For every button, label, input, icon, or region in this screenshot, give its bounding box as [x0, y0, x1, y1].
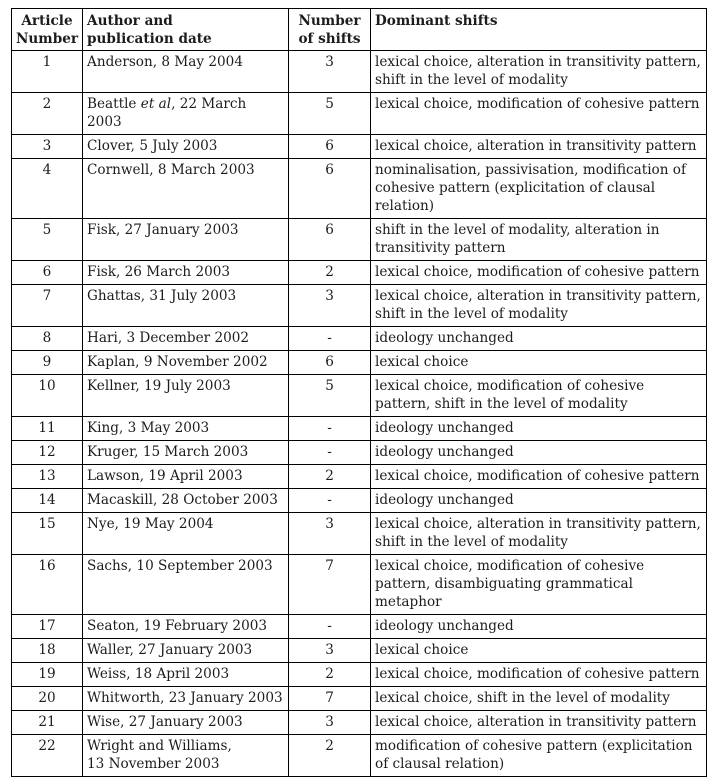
table-row — [12, 417, 707, 441]
author-date-cell: Wise, 27 January 2003 — [83, 711, 289, 735]
article-number-cell: 6 — [12, 261, 83, 285]
article-number-cell: 11 — [12, 417, 83, 441]
article-number-cell: 4 — [12, 159, 83, 219]
dominant-shifts-cell: shift in the level of modality, alteration in transitivity pattern — [371, 219, 707, 261]
author-date-cell: Weiss, 18 April 2003 — [83, 663, 289, 687]
header-number-of-shifts-line1: Number — [298, 13, 361, 29]
shifts-table — [11, 8, 707, 777]
author-date-cell: Seaton, 19 February 2003 — [83, 615, 289, 639]
article-number-cell: 17 — [12, 615, 83, 639]
header-number-of-shifts — [289, 9, 371, 51]
article-number-cell: 1 — [12, 51, 83, 93]
author-date-cell: King, 3 May 2003 — [83, 417, 289, 441]
author-date-cell: Clover, 5 July 2003 — [83, 135, 289, 159]
table-row — [12, 285, 707, 327]
number-of-shifts-cell: 5 — [289, 375, 371, 417]
number-of-shifts-cell: 3 — [289, 639, 371, 663]
article-number-cell: 3 — [12, 135, 83, 159]
number-of-shifts-cell: 7 — [289, 687, 371, 711]
table-row — [12, 441, 707, 465]
header-author-date-line2: publication date — [87, 31, 212, 47]
author-date-cell — [83, 93, 289, 135]
number-of-shifts-cell: - — [289, 417, 371, 441]
dominant-shifts-cell: lexical choice, modification of cohesive pattern, disambiguating grammatical metaphor — [371, 555, 707, 615]
author-date-text: , 22 March 2003 — [87, 96, 247, 130]
table-row — [12, 735, 707, 777]
table-row — [12, 555, 707, 615]
dominant-shifts-cell: lexical choice — [371, 639, 707, 663]
article-number-cell: 12 — [12, 441, 83, 465]
table-row — [12, 219, 707, 261]
table-row — [12, 615, 707, 639]
number-of-shifts-cell: - — [289, 615, 371, 639]
dominant-shifts-cell: ideology unchanged — [371, 489, 707, 513]
number-of-shifts-cell: 6 — [289, 159, 371, 219]
header-number-of-shifts-line2: of shifts — [298, 31, 361, 47]
table-row — [12, 93, 707, 135]
dominant-shifts-cell: modification of cohesive pattern (explicitation of clausal relation) — [371, 735, 707, 777]
number-of-shifts-cell: 5 — [289, 93, 371, 135]
number-of-shifts-cell: 6 — [289, 219, 371, 261]
author-date-cell: Hari, 3 December 2002 — [83, 327, 289, 351]
article-number-cell: 16 — [12, 555, 83, 615]
number-of-shifts-cell: 3 — [289, 711, 371, 735]
dominant-shifts-cell: ideology unchanged — [371, 417, 707, 441]
author-date-cell: Cornwell, 8 March 2003 — [83, 159, 289, 219]
author-date-cell: Fisk, 27 January 2003 — [83, 219, 289, 261]
number-of-shifts-cell: 3 — [289, 285, 371, 327]
article-number-cell: 8 — [12, 327, 83, 351]
header-article-number-line1: Article — [21, 13, 73, 29]
article-number-cell: 20 — [12, 687, 83, 711]
dominant-shifts-cell: lexical choice, alteration in transitivity pattern, shift in the level of modality — [371, 513, 707, 555]
dominant-shifts-cell: lexical choice, alteration in transitivity pattern, shift in the level of modality — [371, 285, 707, 327]
author-date-cell: Sachs, 10 September 2003 — [83, 555, 289, 615]
table-row — [12, 639, 707, 663]
article-number-cell: 5 — [12, 219, 83, 261]
article-number-cell: 7 — [12, 285, 83, 327]
article-number-cell: 10 — [12, 375, 83, 417]
author-line: Wright and Williams, — [87, 738, 232, 754]
dominant-shifts-cell: lexical choice, alteration in transitivity pattern — [371, 135, 707, 159]
header-dominant-shifts — [371, 9, 707, 51]
number-of-shifts-cell: - — [289, 441, 371, 465]
article-number-cell: 22 — [12, 735, 83, 777]
article-number-cell: 19 — [12, 663, 83, 687]
author-date-cell: Nye, 19 May 2004 — [83, 513, 289, 555]
table-row — [12, 711, 707, 735]
number-of-shifts-cell: 2 — [289, 663, 371, 687]
header-author-date — [83, 9, 289, 51]
author-date-cell: Kruger, 15 March 2003 — [83, 441, 289, 465]
number-of-shifts-cell: 6 — [289, 351, 371, 375]
author-date-cell: Fisk, 26 March 2003 — [83, 261, 289, 285]
number-of-shifts-cell: 2 — [289, 735, 371, 777]
article-number-cell: 14 — [12, 489, 83, 513]
header-article-number — [12, 9, 83, 51]
number-of-shifts-cell: 3 — [289, 513, 371, 555]
dominant-shifts-cell: lexical choice, modification of cohesive pattern — [371, 261, 707, 285]
dominant-shifts-cell: lexical choice, shift in the level of modality — [371, 687, 707, 711]
table-row — [12, 513, 707, 555]
header-dominant-shifts-line1: Dominant shifts — [375, 13, 498, 29]
table-row — [12, 687, 707, 711]
dominant-shifts-cell: lexical choice, alteration in transitivity pattern — [371, 711, 707, 735]
table-row — [12, 51, 707, 93]
table-row — [12, 489, 707, 513]
article-number-cell: 18 — [12, 639, 83, 663]
dominant-shifts-cell: ideology unchanged — [371, 327, 707, 351]
table-row — [12, 135, 707, 159]
table-row — [12, 351, 707, 375]
author-date-cell: Lawson, 19 April 2003 — [83, 465, 289, 489]
dominant-shifts-cell: lexical choice, modification of cohesive pattern — [371, 465, 707, 489]
number-of-shifts-cell: 6 — [289, 135, 371, 159]
dominant-shifts-cell: lexical choice, modification of cohesive pattern — [371, 663, 707, 687]
number-of-shifts-cell: 2 — [289, 261, 371, 285]
dominant-shifts-cell: ideology unchanged — [371, 441, 707, 465]
number-of-shifts-cell: - — [289, 327, 371, 351]
header-article-number-line2: Number — [16, 31, 79, 47]
dominant-shifts-cell: lexical choice — [371, 351, 707, 375]
table-row — [12, 465, 707, 489]
dominant-shifts-cell: lexical choice, modification of cohesive pattern, shift in the level of modality — [371, 375, 707, 417]
table-row — [12, 159, 707, 219]
table-row — [12, 663, 707, 687]
table-row — [12, 375, 707, 417]
article-number-cell: 21 — [12, 711, 83, 735]
table-header-row — [12, 9, 707, 51]
author-date-cell: Whitworth, 23 January 2003 — [83, 687, 289, 711]
document-page — [11, 8, 707, 777]
author-date-cell: Kellner, 19 July 2003 — [83, 375, 289, 417]
number-of-shifts-cell: 3 — [289, 51, 371, 93]
author-date-cell: Anderson, 8 May 2004 — [83, 51, 289, 93]
table-body — [12, 51, 707, 777]
article-number-cell: 9 — [12, 351, 83, 375]
number-of-shifts-cell: - — [289, 489, 371, 513]
author-date-cell: Macaskill, 28 October 2003 — [83, 489, 289, 513]
table-row — [12, 327, 707, 351]
article-number-cell: 2 — [12, 93, 83, 135]
article-number-cell: 13 — [12, 465, 83, 489]
dominant-shifts-cell: lexical choice, modification of cohesive pattern — [371, 93, 707, 135]
header-author-date-line1: Author and — [87, 13, 173, 29]
author-line: 13 November 2003 — [87, 756, 220, 772]
dominant-shifts-cell: lexical choice, alteration in transitivity pattern, shift in the level of modality — [371, 51, 707, 93]
author-date-cell: Kaplan, 9 November 2002 — [83, 351, 289, 375]
number-of-shifts-cell: 7 — [289, 555, 371, 615]
dominant-shifts-cell: nominalisation, passivisation, modification of cohesive pattern (explicitation of clausal relation) — [371, 159, 707, 219]
author-text: Beattle — [87, 96, 141, 112]
table-row — [12, 261, 707, 285]
author-date-cell: Waller, 27 January 2003 — [83, 639, 289, 663]
author-date-cell — [83, 735, 289, 777]
number-of-shifts-cell: 2 — [289, 465, 371, 489]
dominant-shifts-cell: ideology unchanged — [371, 615, 707, 639]
author-date-cell: Ghattas, 31 July 2003 — [83, 285, 289, 327]
article-number-cell: 15 — [12, 513, 83, 555]
author-italic-text: et al — [140, 96, 172, 112]
